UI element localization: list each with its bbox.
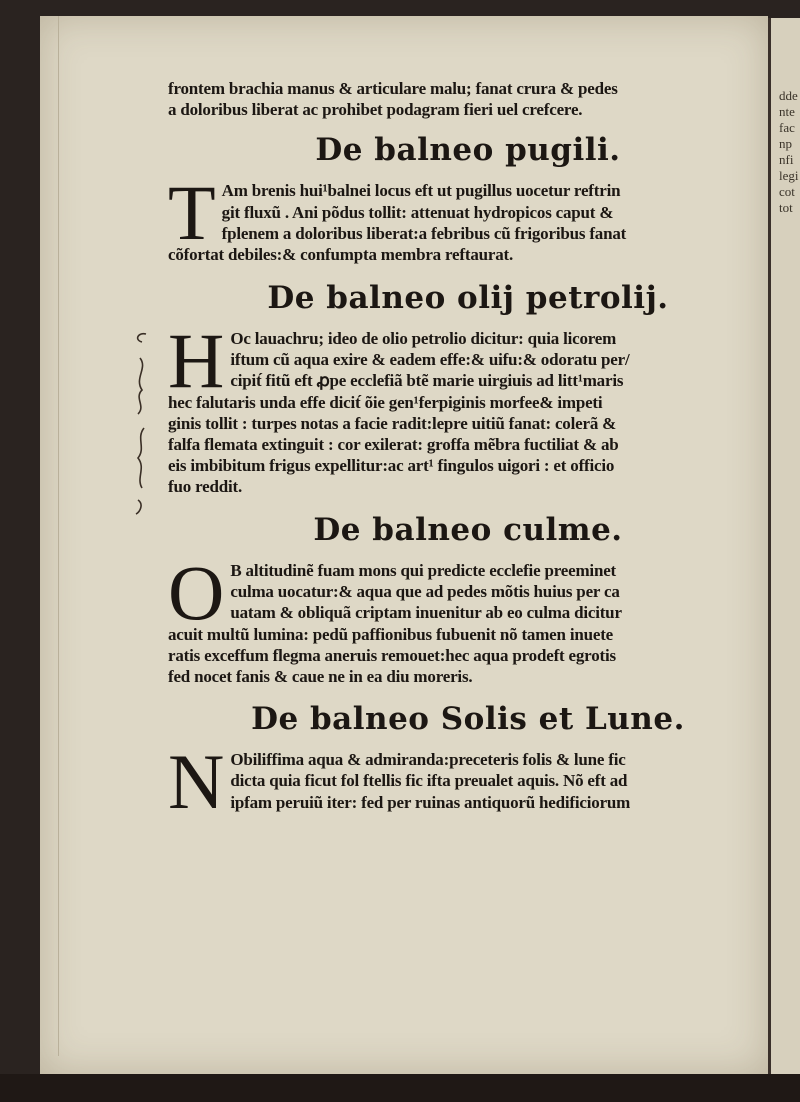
text-line: Am brenis hui¹balnei locus eft ut pugillus uocetur reftrin [221,181,621,201]
text-line: frontem brachia manus & articulare malu; fanat crura & pedes [168,79,618,98]
scan-bottom-edge [0,1074,800,1102]
drop-cap: T [168,169,216,257]
drop-cap: N [168,738,225,826]
text-line: a doloribus liberat ac prohibet podagram fieri uel crefcere. [168,100,583,120]
text-line: cõfortat debiles:& confumpta membra reftaurat. [168,245,514,265]
text-line: Oc lauachru; ideo de olio petrolio dicitur: quia licorem [230,328,617,348]
section-paragraph-solis-lune [168,738,768,826]
section-paragraph-culme [168,548,768,688]
section-heading-petrolij: De balneo olij petrolij. [267,279,669,316]
text-line: falfa flemata extinguit : cor exilerat: groffa mẽbra fuctiliat & ab [168,435,619,455]
text-line: ipfam peruiũ iter: fed per ruinas antiquorũ hedificiorum [230,792,631,812]
text-line: hec falutaris unda effe dicit́ õie gen¹ferpiginis morfee& impeti [168,392,603,412]
section-heading-culme: De balneo culme. [313,511,623,548]
marginal-bracket-mark [124,328,158,518]
gutter-line [58,16,59,1056]
drop-cap: O [168,548,225,636]
text-line: Obiliffima aqua & admiranda:preceteris folis & lune fic [230,750,626,770]
text-line: iftum cũ aqua exire & eadem effe:& uifu:& odoratu per/ [230,349,630,369]
text-line: eis imbibitum frigus expellitur:ac art¹ fingulos uigori : et officio [168,456,615,476]
text-line: git fluxũ . Ani põdus tollit: attenuat hydropicos caput & [221,202,614,222]
section-paragraph-petrolij [168,316,768,498]
text-line: B altitudinẽ fuam mons qui predicte ecclefie preeminet [230,560,617,580]
text-line: fplenem a doloribus liberat:a febribus cũ frigoribus fanat [221,223,627,243]
section-heading-pugili: De balneo pugili. [315,132,621,169]
text-line: ratis exceffum flegma aneruis remouet:hec aqua prodeft egrotis [168,645,616,665]
text-line: fed nocet fanis & caue ne in ea diu moreris. [168,667,473,687]
page-text-block [168,78,768,827]
text-line: fuo reddit. [168,477,242,497]
text-line: ginis tollit : turpes notas a facie radit:lepre uitiũ fanat: colerã & [168,413,617,433]
section-heading-solis-lune: De balneo Solis et Lune. [251,701,685,738]
adjacent-page-edge [768,18,800,1078]
adjacent-page-text: dde nte fac np nfi legi cot tot [779,88,799,215]
text-line: cipit́ fitũ eft ꝓpe ecclefiã btẽ marie uirgiuis ad litt¹maris [230,371,624,391]
opening-paragraph [168,78,768,120]
text-line: acuit multũ lumina: pedũ paffionibus fubuenit nõ tamen inuete [168,624,613,644]
text-line: culma uocatur:& aqua que ad pedes mõtis huius per ca [230,581,620,601]
text-line: uatam & obliquã criptam inuenitur ab eo culma dicitur [230,603,622,623]
text-line: dicta quia ficut fol ftellis fic ifta preualet aquis. Nõ eft ad [230,771,628,791]
drop-cap: H [168,316,225,404]
section-paragraph-pugili [168,169,768,265]
